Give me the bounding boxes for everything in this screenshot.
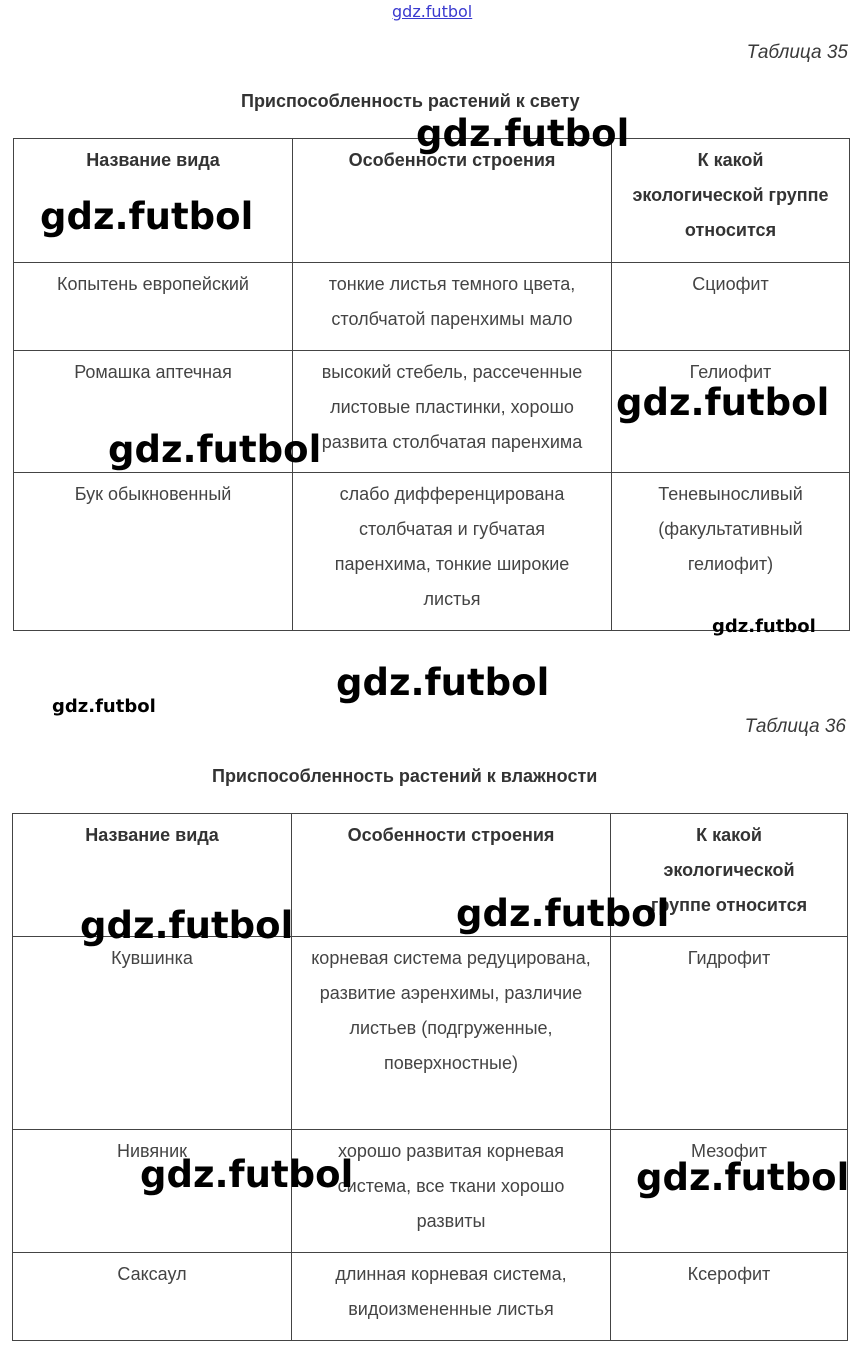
watermark: gdz.futbol xyxy=(616,381,830,424)
header-group: К какой экологической группе относится xyxy=(612,139,850,263)
watermark: gdz.futbol xyxy=(636,1156,850,1199)
table-36-label: Таблица 36 xyxy=(744,716,846,737)
watermark: gdz.futbol xyxy=(108,428,322,471)
header-species: Название вида xyxy=(13,814,292,937)
watermark: gdz.futbol xyxy=(456,892,670,935)
table-row xyxy=(14,473,850,631)
species-cell: Бук обыкновенный xyxy=(14,473,293,631)
group-cell: Теневыносливый (факультативный гелиофит) xyxy=(612,473,850,631)
watermark: gdz.futbol xyxy=(416,112,630,155)
species-cell: Копытень европейский xyxy=(14,263,293,351)
structure-cell: слабо дифференцирована столбчатая и губчатая паренхима, тонкие широкие листья xyxy=(293,473,612,631)
table-36 xyxy=(12,813,848,1341)
group-cell: Мезофит xyxy=(611,1130,848,1253)
watermark: gdz.futbol xyxy=(52,696,156,717)
group-cell: Ксерофит xyxy=(611,1253,848,1341)
group-cell: Сциофит xyxy=(612,263,850,351)
table-row xyxy=(13,937,848,1130)
watermark: gdz.futbol xyxy=(712,616,816,637)
watermark: gdz.futbol xyxy=(40,195,254,238)
group-cell: Гелиофит xyxy=(612,351,850,473)
table-row xyxy=(13,1253,848,1341)
species-cell: Ромашка аптечная xyxy=(14,351,293,473)
species-cell: Нивяник xyxy=(13,1130,292,1253)
header-group: К какой экологической группе относится xyxy=(611,814,848,937)
table-35-label: Таблица 35 xyxy=(746,42,848,63)
table-35-title: Приспособленность растений к свету xyxy=(241,91,580,111)
structure-cell: высокий стебель, рассеченные листовые пластинки, хорошо развита столбчатая паренхима xyxy=(293,351,612,473)
table-36-title: Приспособленность растений к влажности xyxy=(212,766,598,786)
species-cell: Кувшинка xyxy=(13,937,292,1130)
header-structure: Особенности строения xyxy=(293,139,612,263)
structure-cell: тонкие листья темного цвета, столбчатой паренхимы мало xyxy=(293,263,612,351)
group-cell: Гидрофит xyxy=(611,937,848,1130)
watermark: gdz.futbol xyxy=(140,1153,354,1196)
species-cell: Саксаул xyxy=(13,1253,292,1341)
watermark: gdz.futbol xyxy=(80,904,294,947)
header-species: Название вида xyxy=(14,139,293,263)
watermark: gdz.futbol xyxy=(336,661,550,704)
table-row xyxy=(14,263,850,351)
watermark-top: gdz.futbol xyxy=(392,2,473,21)
structure-cell: корневая система редуцирована, развитие аэренхимы, различие листьев (подгруженные, поверхностные) xyxy=(292,937,611,1130)
header-structure: Особенности строения xyxy=(292,814,611,937)
structure-cell: длинная корневая система, видоизмененные листья xyxy=(292,1253,611,1341)
structure-cell: хорошо развитая корневая система, все ткани хорошо развиты xyxy=(292,1130,611,1253)
